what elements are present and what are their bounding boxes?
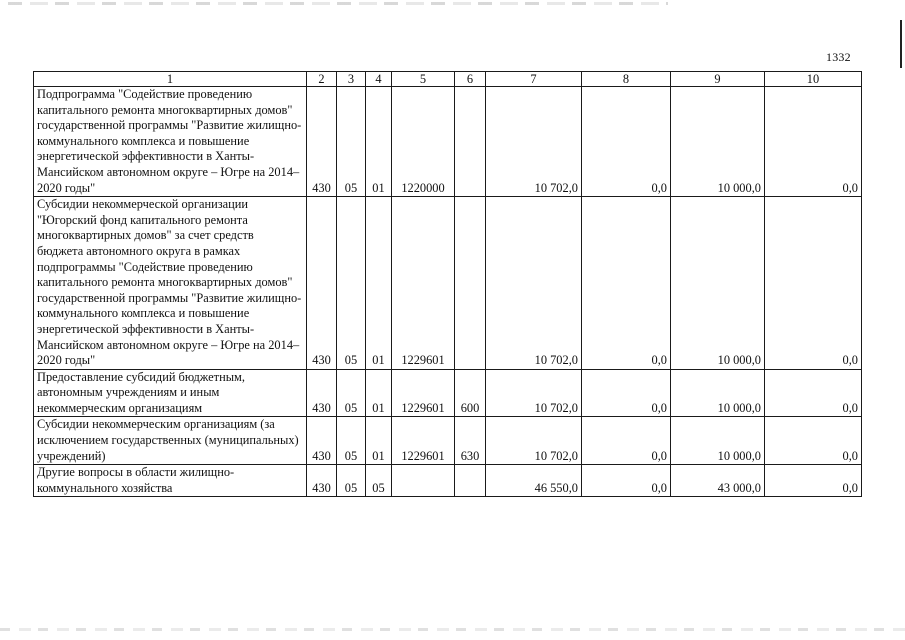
col-header: 9 [671, 72, 765, 87]
col-header: 1 [34, 72, 307, 87]
col-header: 7 [486, 72, 582, 87]
cell-expense-type [455, 465, 486, 497]
cell-target-article [392, 465, 455, 497]
cell-amount-9: 10 000,0 [671, 417, 765, 465]
cell-amount-8: 0,0 [582, 197, 671, 370]
cell-section: 05 [337, 465, 366, 497]
col-header: 4 [366, 72, 392, 87]
cell-section: 05 [337, 87, 366, 197]
cell-expense-type [455, 87, 486, 197]
row-name: Субсидии некоммерческой организации "Югорский фонд капитального ремонта многоквартирных домов" за счет средств бюджета автономного округа в рамках подпрограммы "Содействие проведению капитального ремонта многоквартирных домов" государственной программы "Развитие жилищно-коммунального комплекса и повышение энергетической эффективности в Ханты-Мансийском автономном округе – Югре на 2014–2020 годы" [34, 197, 307, 370]
cell-amount-10: 0,0 [765, 369, 862, 417]
table-row [34, 465, 862, 497]
cell-target-article: 1229601 [392, 369, 455, 417]
scan-noise-bottom [0, 628, 905, 631]
col-header: 5 [392, 72, 455, 87]
page-number: 1332 [826, 50, 851, 64]
row-name: Субсидии некоммерческим организациям (за исключением государственных (муниципальных) учреждений) [34, 417, 307, 465]
cell-target-article: 1229601 [392, 417, 455, 465]
cell-amount-7: 10 702,0 [486, 417, 582, 465]
scan-noise-top [8, 2, 668, 5]
table-row [34, 369, 862, 417]
cell-section: 05 [337, 197, 366, 370]
cell-amount-8: 0,0 [582, 465, 671, 497]
row-name: Предоставление субсидий бюджетным, автономным учреждениям и иным некоммерческим организациям [34, 369, 307, 417]
table-row [34, 417, 862, 465]
col-header: 3 [337, 72, 366, 87]
cell-amount-10: 0,0 [765, 87, 862, 197]
cell-section: 05 [337, 369, 366, 417]
cell-amount-10: 0,0 [765, 197, 862, 370]
table-row [34, 87, 862, 197]
table-row [34, 197, 862, 370]
cell-amount-9: 10 000,0 [671, 369, 765, 417]
cell-admin-code: 430 [307, 87, 337, 197]
cell-amount-8: 0,0 [582, 369, 671, 417]
cell-amount-8: 0,0 [582, 417, 671, 465]
row-name: Другие вопросы в области жилищно-коммунального хозяйства [34, 465, 307, 497]
cell-admin-code: 430 [307, 465, 337, 497]
cell-subsection: 05 [366, 465, 392, 497]
cell-amount-10: 0,0 [765, 465, 862, 497]
budget-table [33, 71, 862, 497]
cell-section: 05 [337, 417, 366, 465]
cell-admin-code: 430 [307, 369, 337, 417]
table-header-row [34, 72, 862, 87]
cell-expense-type: 630 [455, 417, 486, 465]
cell-amount-9: 10 000,0 [671, 197, 765, 370]
cell-target-article: 1220000 [392, 87, 455, 197]
row-name: Подпрограмма "Содействие проведению капитального ремонта многоквартирных домов" государственной программы "Развитие жилищно-коммунального комплекса и повышение энергетической эффективности в Ханты-Мансийском автономном округе – Югре на 2014–2020 годы" [34, 87, 307, 197]
cell-amount-10: 0,0 [765, 417, 862, 465]
cell-amount-7: 46 550,0 [486, 465, 582, 497]
cell-subsection: 01 [366, 369, 392, 417]
cell-subsection: 01 [366, 87, 392, 197]
col-header: 10 [765, 72, 862, 87]
cell-subsection: 01 [366, 197, 392, 370]
cell-amount-7: 10 702,0 [486, 369, 582, 417]
col-header: 2 [307, 72, 337, 87]
cell-amount-8: 0,0 [582, 87, 671, 197]
cell-subsection: 01 [366, 417, 392, 465]
cell-expense-type: 600 [455, 369, 486, 417]
cell-amount-7: 10 702,0 [486, 87, 582, 197]
cell-amount-7: 10 702,0 [486, 197, 582, 370]
cell-admin-code: 430 [307, 197, 337, 370]
cell-amount-9: 10 000,0 [671, 87, 765, 197]
scan-edge-mark [900, 20, 902, 68]
col-header: 8 [582, 72, 671, 87]
cell-amount-9: 43 000,0 [671, 465, 765, 497]
col-header: 6 [455, 72, 486, 87]
cell-target-article: 1229601 [392, 197, 455, 370]
cell-admin-code: 430 [307, 417, 337, 465]
cell-expense-type [455, 197, 486, 370]
